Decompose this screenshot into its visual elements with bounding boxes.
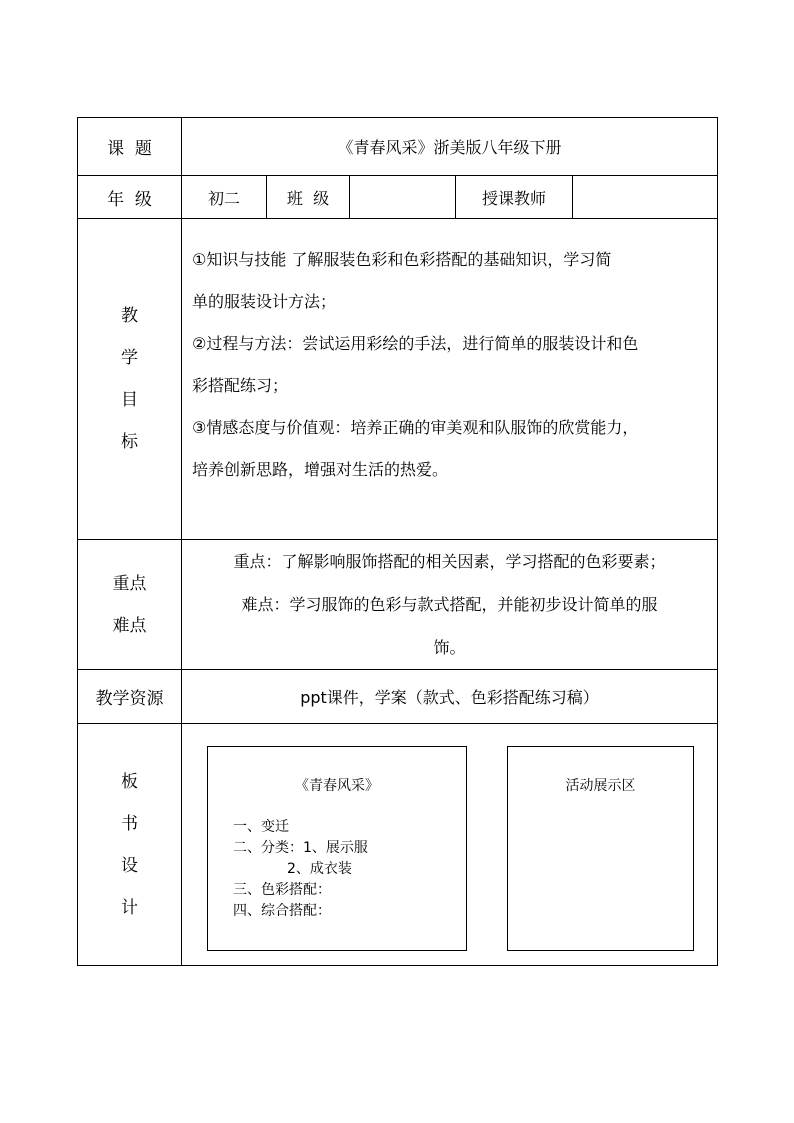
objectives-label-char: 教 xyxy=(121,306,138,326)
resources-row xyxy=(78,670,718,724)
board-outline-title: 《青春风采》 xyxy=(295,778,379,794)
board-outline-item: 2、成衣装 xyxy=(287,861,352,877)
keypoints-row xyxy=(78,540,718,670)
keypoints-label xyxy=(78,540,182,670)
class-value xyxy=(350,176,456,219)
keypoints-content xyxy=(182,540,718,670)
activity-display-title: 活动展示区 xyxy=(565,778,636,794)
objectives-row xyxy=(78,219,718,540)
objectives-content xyxy=(182,219,718,540)
keypoint-line: 重点：了解影响服饰搭配的相关因素，学习搭配的色彩要素； xyxy=(233,552,666,571)
topic-value: 《青春风采》浙美版八年级下册 xyxy=(182,118,718,176)
board-label-char: 设 xyxy=(121,855,138,876)
board-outline-item: 三、色彩搭配： xyxy=(233,882,331,898)
objectives-label-char: 学 xyxy=(121,348,138,368)
objectives-label xyxy=(78,219,182,540)
keypoints-label-line: 重点 xyxy=(112,573,147,594)
objectives-label-char: 标 xyxy=(121,432,138,452)
board-outline-item: 四、综合搭配： xyxy=(233,903,331,919)
objectives-label-char: 目 xyxy=(121,390,138,410)
activity-display-box xyxy=(507,746,694,951)
resources-label: 教学资源 xyxy=(78,670,182,724)
keypoints-label-line: 难点 xyxy=(112,615,147,636)
objective-line: 彩搭配练习； xyxy=(192,376,289,395)
grade-value: 初二 xyxy=(182,176,267,219)
board-label xyxy=(78,724,182,966)
keypoint-line: 饰。 xyxy=(433,638,466,657)
teacher-value xyxy=(573,176,718,219)
board-label-char: 计 xyxy=(121,897,138,918)
board-label-char: 书 xyxy=(121,813,138,834)
class-label: 班 级 xyxy=(267,176,350,219)
grade-label: 年 级 xyxy=(78,176,182,219)
board-outline-item: 一、变迁 xyxy=(233,819,289,835)
objective-line: ③情感态度与价值观：培养正确的审美观和队服饰的欣赏能力， xyxy=(192,418,639,437)
board-outline-list xyxy=(233,817,368,922)
grade-row xyxy=(78,176,718,219)
keypoint-line: 难点：学习服饰的色彩与款式搭配，并能初步设计简单的服 xyxy=(241,595,658,614)
objective-line: ②过程与方法：尝试运用彩绘的手法，进行简单的服装设计和色 xyxy=(192,334,639,353)
objective-line: 单的服装设计方法； xyxy=(192,292,337,311)
board-label-char: 板 xyxy=(121,771,138,792)
topic-label: 课 题 xyxy=(78,118,182,176)
lesson-plan-table xyxy=(77,117,718,966)
board-outline-box xyxy=(207,746,467,951)
objective-line: ①知识与技能 了解服装色彩和色彩搭配的基础知识，学习简 xyxy=(192,250,612,269)
board-outline-item: 二、分类：1、展示服 xyxy=(233,840,368,856)
teacher-label: 授课教师 xyxy=(456,176,573,219)
resources-value: ppt课件，学案（款式、色彩搭配练习稿） xyxy=(182,670,718,724)
objective-line: 培养创新思路，增强对生活的热爱。 xyxy=(192,460,449,479)
board-row xyxy=(78,724,718,966)
topic-row xyxy=(78,118,718,176)
board-content xyxy=(182,724,718,966)
